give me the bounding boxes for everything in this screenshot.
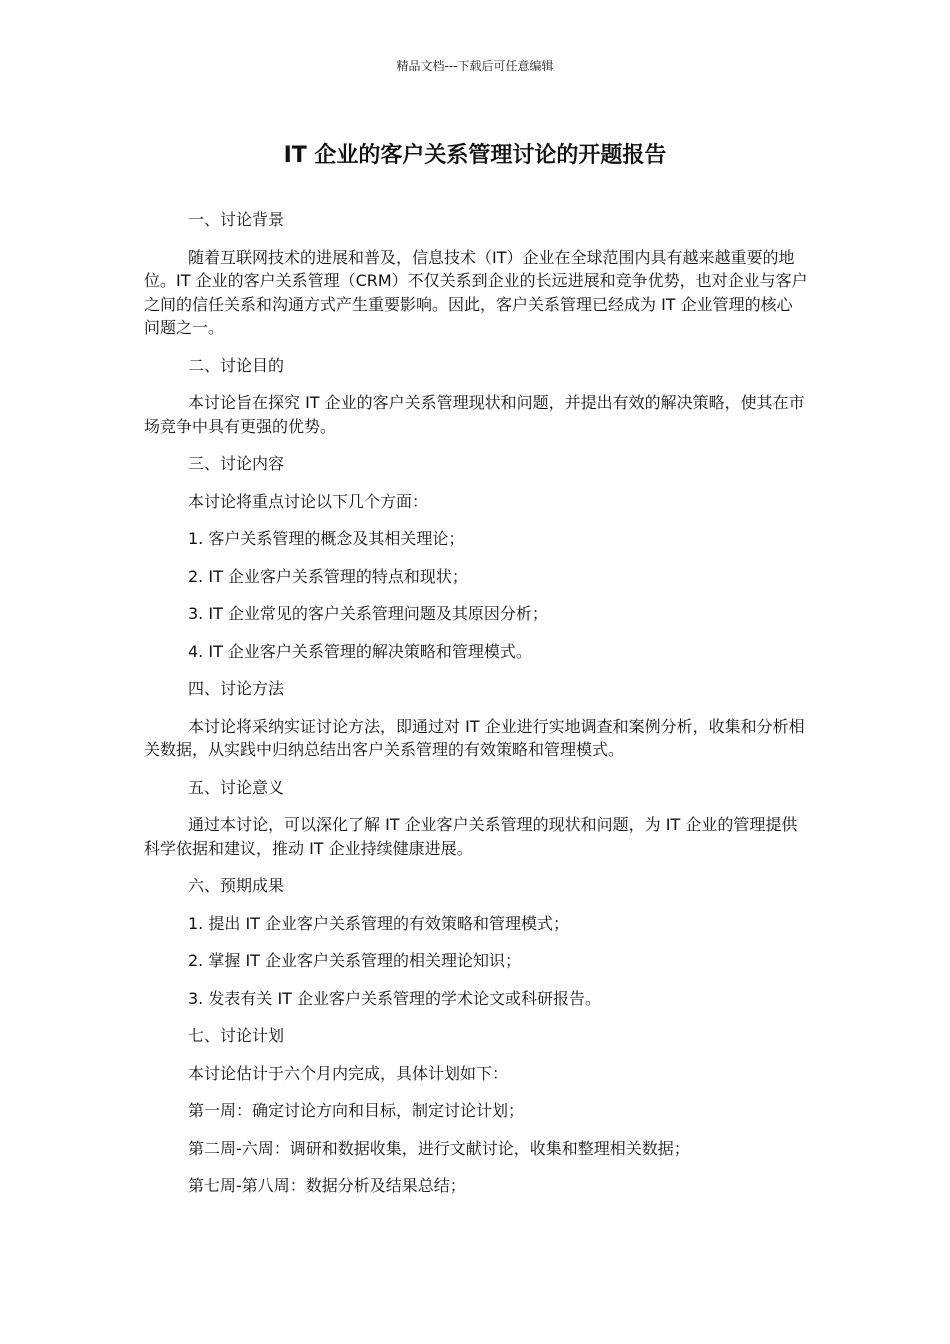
document-title: IT 企业的客户关系管理讨论的开题报告: [283, 143, 667, 168]
plan-item: 第七周-第八周：数据分析及结果总结；: [188, 1176, 466, 1195]
list-item: 4. IT 企业客户关系管理的解决策略和管理模式。: [188, 641, 532, 661]
document-body: [144, 208, 808, 1212]
section-heading-background: 一、讨论背景: [188, 210, 285, 229]
list-item: 1. 客户关系管理的概念及其相关理论；: [188, 529, 465, 548]
section-heading-method: 四、讨论方法: [188, 679, 285, 698]
paragraph-background: 随着互联网技术的进展和普及，信息技术（IT）企业在全球范围内具有越来越重要的地位。IT 企业的客户关系管理（CRM）不仅关系到企业的长远进展和竞争优势，也对企业与客户之间的信任关系和沟通方式产生重要影响。因此，客户关系管理已经成为 IT 企业管理的核心问题之一。: [144, 247, 808, 337]
list-item: 2. 掌握 IT 企业客户关系管理的相关理论知识；: [188, 951, 522, 970]
list-item: 2. IT 企业客户关系管理的特点和现状；: [188, 566, 468, 586]
plan-item: 第一周：确定讨论方向和目标，制定讨论计划；: [188, 1101, 525, 1120]
section-heading-content: 三、讨论内容: [188, 454, 285, 473]
section-heading-outcomes: 六、预期成果: [188, 876, 285, 895]
paragraph-method: 本讨论将采纳实证讨论方法，即通过对 IT 企业进行实地调查和案例分析，收集和分析相关数据，从实践中归纳总结出客户关系管理的有效策略和管理模式。: [144, 716, 805, 759]
paragraph-significance: 通过本讨论，可以深化了解 IT 企业客户关系管理的现状和问题，为 IT 企业的管理提供科学依据和建议，推动 IT 企业持续健康进展。: [144, 815, 798, 858]
section-heading-plan: 七、讨论计划: [188, 1026, 285, 1045]
header-note: 精品文档---下载后可任意编辑: [396, 59, 554, 73]
list-item: 3. IT 企业常见的客户关系管理问题及其原因分析；: [188, 604, 548, 623]
paragraph-plan-intro: 本讨论估计于六个月内完成，具体计划如下：: [188, 1063, 509, 1083]
list-item: 1. 提出 IT 企业客户关系管理的有效策略和管理模式；: [188, 913, 570, 933]
section-heading-significance: 五、讨论意义: [188, 777, 285, 797]
paragraph-content-intro: 本讨论将重点讨论以下几个方面：: [188, 491, 429, 511]
plan-item: 第二周-六周：调研和数据收集，进行文献讨论，收集和整理相关数据；: [188, 1138, 690, 1158]
list-item: 3. 发表有关 IT 企业客户关系管理的学术论文或科研报告。: [188, 988, 602, 1008]
paragraph-purpose: 本讨论旨在探究 IT 企业的客户关系管理现状和问题，并提出有效的解决策略，使其在市场竞争中具有更强的优势。: [144, 393, 805, 436]
section-heading-purpose: 二、讨论目的: [188, 355, 285, 375]
